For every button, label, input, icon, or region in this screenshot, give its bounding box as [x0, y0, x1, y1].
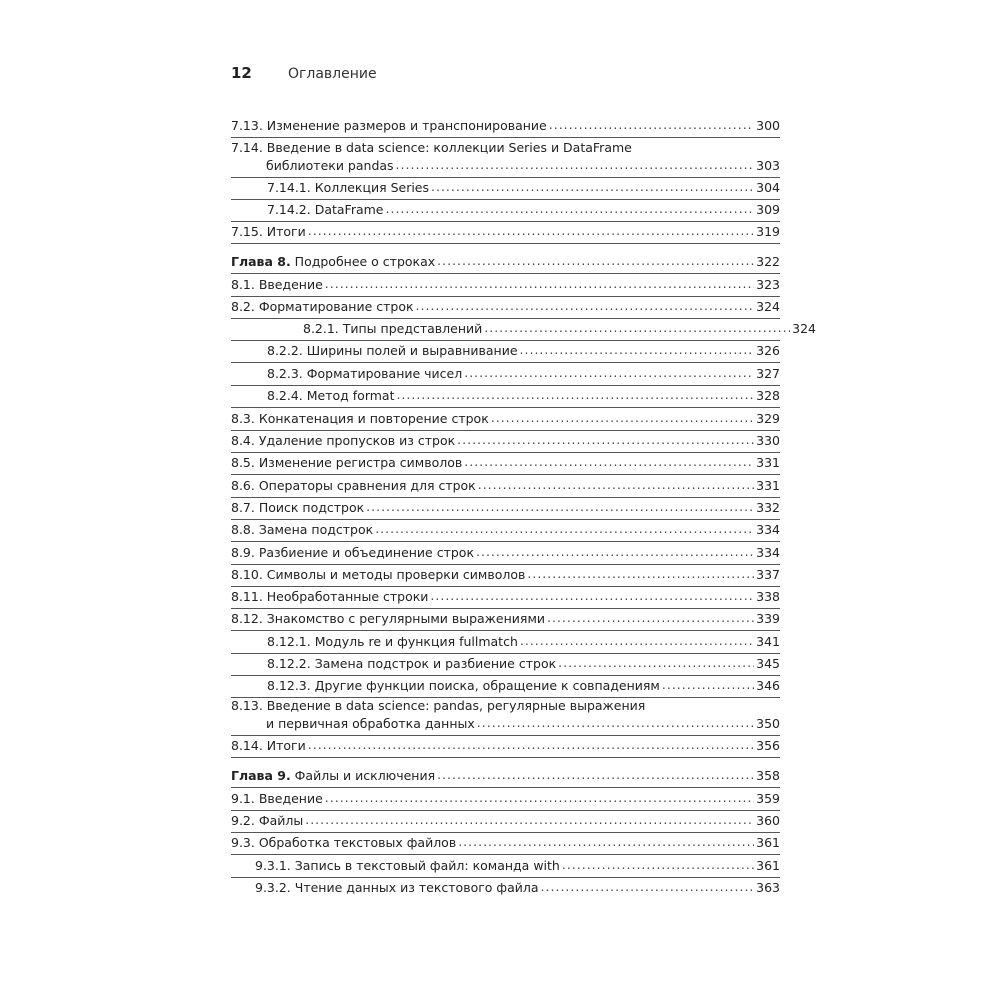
toc-page: 361 — [756, 858, 780, 873]
toc-label: 7.15. Итоги — [231, 224, 306, 239]
toc-entry[interactable] — [267, 365, 780, 383]
toc-page: 341 — [756, 634, 780, 649]
toc-page: 329 — [756, 411, 780, 426]
divider — [231, 137, 780, 138]
leader-dots — [527, 565, 754, 583]
toc-page: 303 — [756, 158, 780, 173]
toc-page: 334 — [756, 522, 780, 537]
toc-page: 331 — [756, 455, 780, 470]
page-title: Оглавление — [288, 66, 377, 82]
toc-page: 350 — [756, 716, 780, 731]
toc-label: 9.1. Введение — [231, 791, 323, 806]
toc-entry[interactable] — [267, 655, 780, 673]
leader-dots — [562, 856, 754, 874]
toc-entry[interactable] — [267, 320, 816, 338]
toc-label: 8.11. Необработанные строки — [231, 589, 429, 604]
toc-label: 8.2.2. Ширины полей и выравнивание — [267, 343, 518, 358]
toc-page: 337 — [756, 567, 780, 582]
leader-dots — [457, 431, 754, 449]
leader-dots — [386, 200, 755, 218]
leader-dots — [431, 178, 754, 196]
leader-dots — [325, 789, 754, 807]
toc-entry[interactable] — [255, 879, 780, 897]
leader-dots — [396, 386, 754, 404]
toc-label: 7.14. Введение в data science: коллекции Series и DataFrame — [231, 140, 632, 155]
toc-page: 326 — [756, 343, 780, 358]
toc-label: 8.13. Введение в data science: pandas, регулярные выражения — [231, 698, 646, 713]
toc-entry[interactable] — [231, 588, 780, 606]
toc-entry[interactable] — [231, 276, 780, 294]
toc-page: 361 — [756, 835, 780, 850]
divider — [231, 474, 780, 475]
toc-label: 8.9. Разбиение и объединение строк — [231, 545, 475, 560]
toc-entry[interactable] — [267, 342, 780, 360]
toc-entry[interactable] — [231, 521, 780, 539]
toc-label: 8.7. Поиск подстрок — [231, 500, 365, 515]
toc-entry[interactable] — [231, 737, 780, 755]
toc-entry[interactable] — [231, 610, 780, 628]
toc-entry[interactable] — [231, 298, 780, 316]
toc-chapter[interactable] — [231, 253, 780, 271]
leader-dots — [476, 543, 754, 561]
toc-page: 327 — [756, 366, 780, 381]
toc-entry[interactable] — [231, 834, 780, 852]
leader-dots — [549, 116, 754, 134]
leader-dots — [416, 297, 754, 315]
toc-page: 328 — [756, 388, 780, 403]
toc-label: 7.14.1. Коллекция Series — [267, 180, 430, 195]
divider — [231, 541, 780, 542]
leader-dots — [437, 252, 754, 270]
chapter-prefix: Глава 8. — [231, 254, 291, 269]
leader-dots — [458, 833, 754, 851]
toc-label: 8.2.1. Типы представлений — [303, 321, 483, 336]
toc-label: 8.12.1. Модуль re и функция fullmatch — [267, 634, 518, 649]
page-number: 12 — [231, 64, 252, 82]
toc-page: 330 — [756, 433, 780, 448]
toc-entry[interactable] — [231, 139, 780, 175]
toc-page: 324 — [756, 299, 780, 314]
toc-label: 8.6. Операторы сравнения для строк — [231, 478, 476, 493]
leader-dots — [464, 453, 754, 471]
toc-entry[interactable] — [267, 633, 780, 651]
toc-entry[interactable] — [231, 432, 780, 450]
divider — [231, 407, 780, 408]
divider — [231, 273, 780, 274]
toc-label: 9.3.1. Запись в текстовый файл: команда with — [255, 858, 560, 873]
toc-page: 323 — [756, 277, 780, 292]
divider — [231, 362, 780, 363]
toc-entry[interactable] — [231, 117, 780, 135]
leader-dots — [484, 319, 790, 337]
toc-page: 332 — [756, 500, 780, 515]
toc-page: 338 — [756, 589, 780, 604]
divider — [231, 787, 780, 788]
toc-entry[interactable] — [231, 179, 780, 197]
toc-entry[interactable] — [231, 499, 780, 517]
leader-dots — [478, 476, 754, 494]
toc-label: 8.14. Итоги — [231, 738, 306, 753]
toc-entry[interactable] — [231, 454, 780, 472]
toc-label-cont: библиотеки pandas — [266, 158, 394, 173]
toc-entry[interactable] — [231, 477, 780, 495]
toc-page: 358 — [756, 768, 780, 783]
toc-label: 8.4. Удаление пропусков из строк — [231, 433, 456, 448]
toc-page: 345 — [756, 656, 780, 671]
leader-dots — [437, 766, 754, 784]
toc-entry[interactable] — [231, 697, 780, 733]
toc-label: 9.3.2. Чтение данных из текстового файла — [255, 880, 539, 895]
leader-dots — [558, 654, 754, 672]
divider — [231, 854, 780, 855]
toc-label: 8.12.3. Другие функции поиска, обращение к совпадениям — [267, 678, 660, 693]
toc-label: 9.3. Обработка текстовых файлов — [231, 835, 457, 850]
divider — [231, 757, 780, 758]
toc-entry[interactable] — [231, 566, 780, 584]
toc-page: 346 — [756, 678, 780, 693]
toc-page: 360 — [756, 813, 780, 828]
running-header — [231, 64, 377, 82]
toc-page: 322 — [756, 254, 780, 269]
leader-dots — [430, 587, 754, 605]
leader-dots — [547, 609, 754, 627]
divider — [231, 630, 780, 631]
toc-label: 8.3. Конкатенация и повторение строк — [231, 411, 489, 426]
toc-label: 8.5. Изменение регистра символов — [231, 455, 463, 470]
toc-entry[interactable] — [231, 790, 780, 808]
toc-label: 8.8. Замена подстрок — [231, 522, 374, 537]
toc-page: 300 — [756, 118, 780, 133]
toc-entry[interactable] — [231, 223, 780, 241]
toc-label: 8.1. Введение — [231, 277, 323, 292]
toc-label: Подробнее о строках — [290, 254, 436, 269]
toc-page: 309 — [756, 202, 780, 217]
leader-dots — [325, 275, 754, 293]
toc-entry[interactable] — [255, 857, 780, 875]
toc-entry[interactable] — [267, 677, 780, 695]
toc-label: 8.10. Символы и методы проверки символов — [231, 567, 526, 582]
leader-dots — [396, 156, 754, 174]
toc-page: 304 — [756, 180, 780, 195]
toc-label: 8.12. Знакомство с регулярными выражениями — [231, 611, 545, 626]
toc-chapter[interactable] — [231, 767, 780, 785]
leader-dots — [305, 811, 754, 829]
leader-dots — [308, 222, 754, 240]
toc-label: 8.12.2. Замена подстрок и разбиение строк — [267, 656, 557, 671]
leader-dots — [491, 409, 754, 427]
leader-dots — [375, 520, 754, 538]
leader-dots — [541, 878, 754, 896]
toc-entry[interactable] — [231, 410, 780, 428]
toc-label: 8.2.4. Метод format — [267, 388, 395, 403]
toc-label: 8.2.3. Форматирование чисел — [267, 366, 463, 381]
toc-page: 334 — [756, 545, 780, 560]
toc-label: 7.13. Изменение размеров и транспонирование — [231, 118, 547, 133]
toc-label: Файлы и исключения — [290, 768, 436, 783]
toc-entry[interactable] — [267, 387, 780, 405]
leader-dots — [477, 714, 754, 732]
leader-dots — [662, 676, 754, 694]
toc-page: 339 — [756, 611, 780, 626]
toc-label: 8.2. Форматирование строк — [231, 299, 414, 314]
toc-label-cont: и первичная обработка данных — [266, 716, 475, 731]
chapter-prefix: Глава 9. — [231, 768, 291, 783]
leader-dots — [520, 632, 754, 650]
toc-label: 7.14.2. DataFrame — [267, 202, 384, 217]
toc-page: 363 — [756, 880, 780, 895]
toc-page: 356 — [756, 738, 780, 753]
toc-page: 319 — [756, 224, 780, 239]
leader-dots — [464, 364, 754, 382]
toc-page: 324 — [792, 321, 816, 336]
leader-dots — [520, 341, 754, 359]
toc-page: 359 — [756, 791, 780, 806]
toc-entry[interactable] — [231, 544, 780, 562]
leader-dots — [308, 736, 754, 754]
divider — [231, 243, 780, 244]
toc-label: 9.2. Файлы — [231, 813, 304, 828]
leader-dots — [366, 498, 754, 516]
toc-entry[interactable] — [231, 812, 780, 830]
toc-entry[interactable] — [231, 201, 780, 219]
toc-page: 331 — [756, 478, 780, 493]
